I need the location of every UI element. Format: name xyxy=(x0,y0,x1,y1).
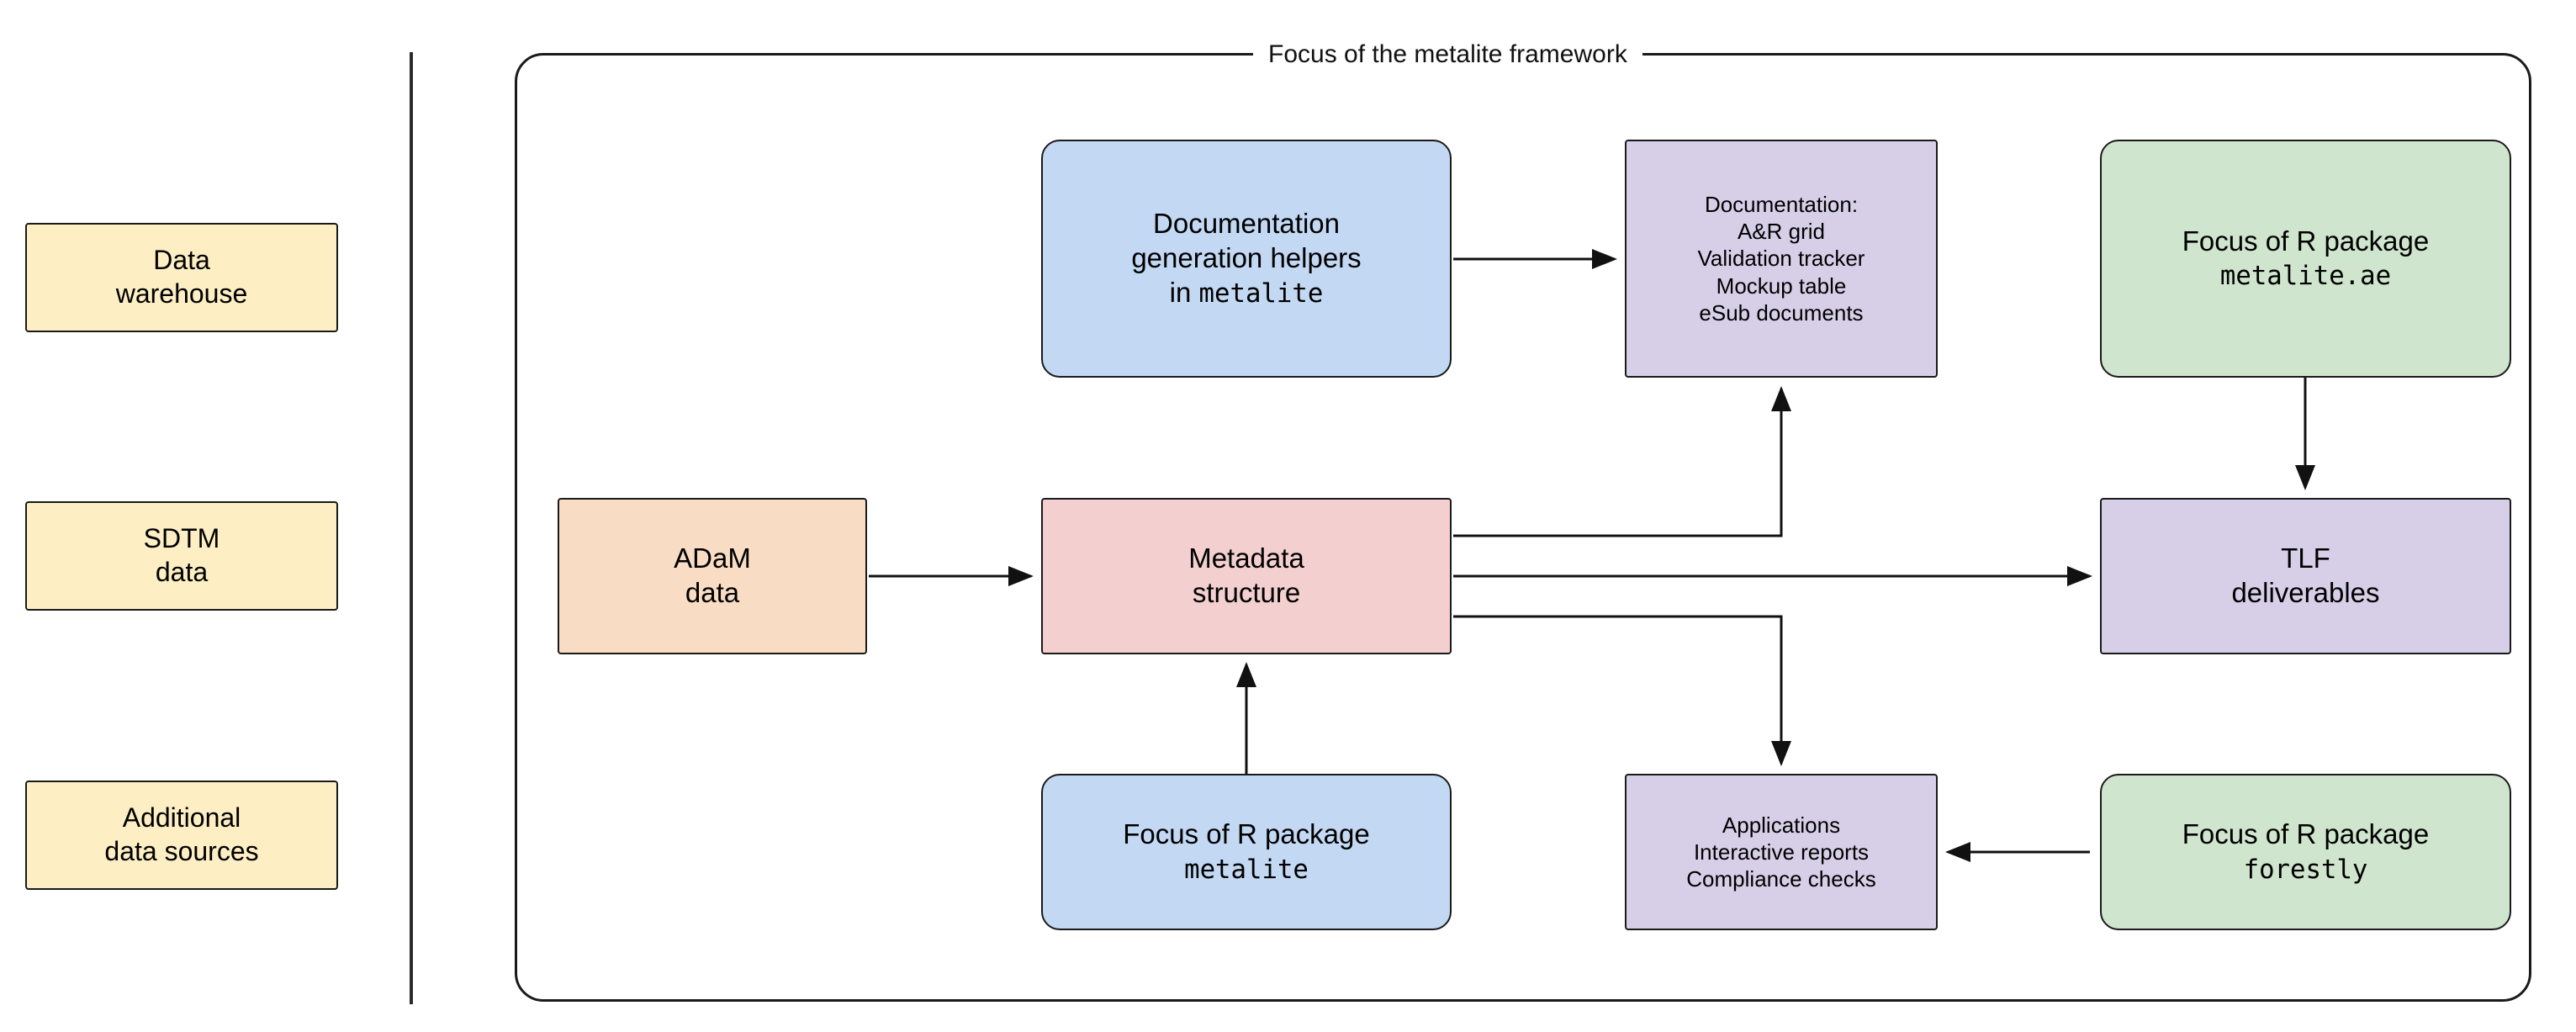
node-additional-data-sources[interactable] xyxy=(25,781,338,890)
adam-line2: data xyxy=(685,577,740,608)
apps-line2: Interactive reports xyxy=(1693,839,1870,865)
adam-line1: ADaM xyxy=(674,542,751,574)
node-focus-r-package-metalite[interactable] xyxy=(1041,774,1452,930)
forestly-package: forestly xyxy=(2243,855,2368,885)
node-sdtm-data[interactable] xyxy=(25,501,338,611)
node-sdtm-data-line2: data xyxy=(155,557,209,587)
metalite-line1: Focus of R package xyxy=(1123,818,1370,850)
node-metadata-structure[interactable] xyxy=(1041,498,1452,654)
node-data-warehouse-line2: warehouse xyxy=(115,278,248,309)
doc-out-line5: eSub documents xyxy=(1699,299,1864,325)
node-data-warehouse-line1: Data xyxy=(153,245,210,276)
doc-helpers-line3-package: metalite xyxy=(1198,278,1324,309)
doc-helpers-line3-prefix: in xyxy=(1169,276,1199,308)
node-documentation-outputs[interactable] xyxy=(1625,140,1938,378)
section-divider xyxy=(410,52,413,1004)
tlf-line2: deliverables xyxy=(2231,577,2380,608)
framework-frame-label: Focus of the metalite framework xyxy=(1253,40,1642,69)
metalite-ae-line1: Focus of R package xyxy=(2182,225,2430,257)
node-data-warehouse[interactable] xyxy=(25,223,338,332)
doc-out-line1: Documentation: xyxy=(1704,191,1859,217)
node-additional-data-sources-line2: data sources xyxy=(104,836,259,866)
apps-line1: Applications xyxy=(1722,812,1841,838)
apps-line3: Compliance checks xyxy=(1686,866,1876,892)
node-focus-r-package-metalite-ae[interactable] xyxy=(2100,140,2511,378)
metalite-ae-package: metalite.ae xyxy=(2219,262,2392,292)
doc-helpers-line1: Documentation xyxy=(1153,208,1340,240)
doc-out-line3: Validation tracker xyxy=(1697,246,1865,272)
metadata-line1: Metadata xyxy=(1188,542,1304,574)
node-sdtm-data-line1: SDTM xyxy=(143,523,220,554)
metalite-package: metalite xyxy=(1184,855,1309,885)
node-focus-r-package-forestly[interactable] xyxy=(2100,774,2511,930)
node-documentation-generation-helpers[interactable] xyxy=(1041,140,1452,378)
doc-out-line2: A&R grid xyxy=(1737,219,1826,245)
tlf-line1: TLF xyxy=(2281,542,2330,574)
forestly-line1: Focus of R package xyxy=(2182,818,2430,850)
doc-out-line4: Mockup table xyxy=(1716,273,1847,299)
metadata-line2: structure xyxy=(1192,577,1301,608)
doc-helpers-line2: generation helpers xyxy=(1131,241,1362,273)
node-tlf-deliverables[interactable] xyxy=(2100,498,2511,654)
node-adam-data[interactable] xyxy=(558,498,867,654)
node-applications-outputs[interactable] xyxy=(1625,774,1938,930)
node-additional-data-sources-line1: Additional xyxy=(122,802,241,834)
